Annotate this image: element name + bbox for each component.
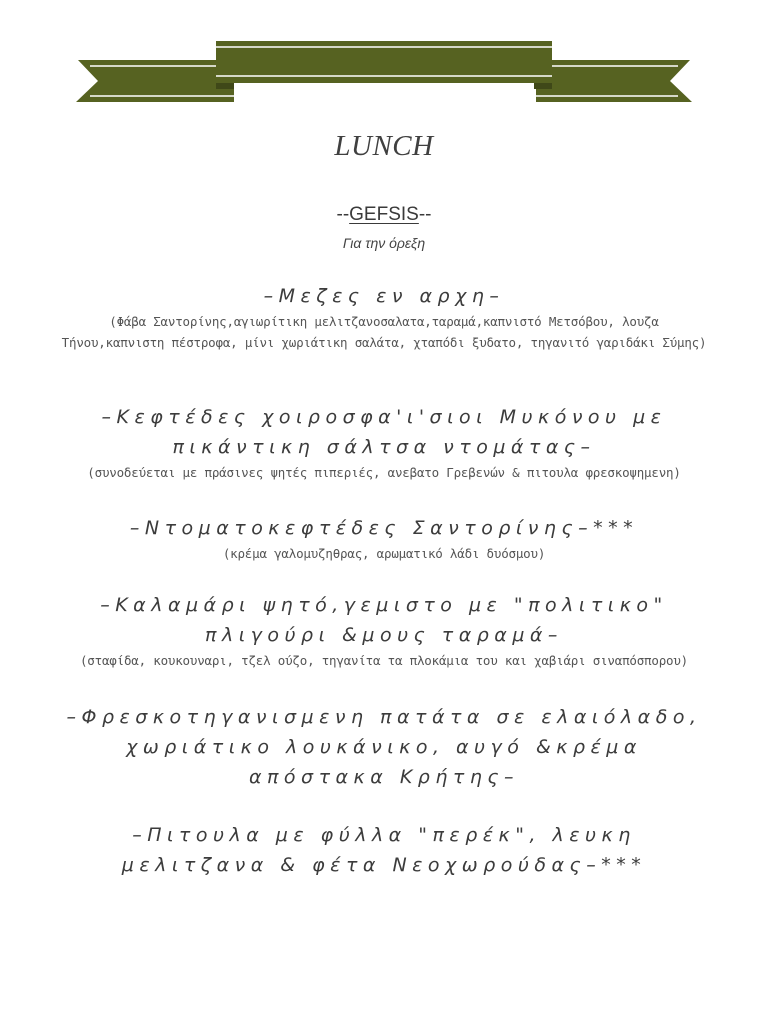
dish-item (60, 590, 708, 671)
section-subtitle: Για την όρεξη (342, 235, 426, 251)
dish-item (60, 702, 708, 792)
dish-item (60, 402, 708, 483)
dish-description: (Φάβα Σαντορίνης,αγιωρίτικη μελιτζανοσαλατα,ταραμά,καπνιστό Μετσόβου, λουζα Τήνου,καπνιστη πέστροφα, μίνι χωριάτικη σαλάτα, χταπόδι ξυδατο, τηγανιτό γαριδάκι Σύμης) (61, 314, 707, 350)
dish-item (60, 820, 708, 880)
dish-description: (σταφίδα, κουκουναρι, τζελ ούζο, τηγανίτα τα πλοκάμια του και χαβιάρι σιναπόσπορου) (79, 653, 689, 668)
section-title-dashes-right: -- (418, 204, 432, 225)
dish-name: –Κεφτέδες χοιροσφα'ι'σιοι Μυκόνου με πικάντικη σάλτσα ντομάτας– (101, 406, 667, 458)
section-name: GEFSIS (349, 204, 419, 225)
ribbon-fold-left (216, 83, 234, 89)
dish-name: –Καλαμάρι ψητό,γεμιστο με "πολιτικο" πλιγούρι &μους ταραμά– (100, 594, 668, 646)
ribbon-fold-right (534, 83, 552, 89)
dish-item (60, 283, 708, 353)
ribbon-banner (76, 38, 692, 104)
menu-title: LUNCH (334, 130, 434, 162)
dish-name: –Φρεσκοτηγανισμενη πατάτα σε ελαιόλαδο, χωριάτικο λουκάνικο, αυγό &κρέμα απόστακα Κρήτης– (66, 706, 702, 788)
dish-name: –Ντοματοκεφτέδες Σαντορίνης–*** (129, 517, 639, 539)
dish-item (60, 513, 708, 564)
section-title (0, 204, 768, 226)
dish-description: (συνοδεύεται με πράσινες ψητές πιπεριές, ανεβατο Γρεβενών & πιτουλα φρεσκοψημενη) (87, 465, 681, 480)
dish-name: –Μεζες εν αρχη– (263, 285, 505, 307)
dish-description: (κρέμα γαλομυζηθρας, αρωματικό λάδι δυόσμου) (222, 546, 546, 561)
dish-name: –Πιτουλα με φύλλα "περέκ", λευκη μελιτζανα & φέτα Νεοχωρούδας–*** (121, 824, 647, 876)
section-title-dashes-left: -- (336, 204, 350, 225)
